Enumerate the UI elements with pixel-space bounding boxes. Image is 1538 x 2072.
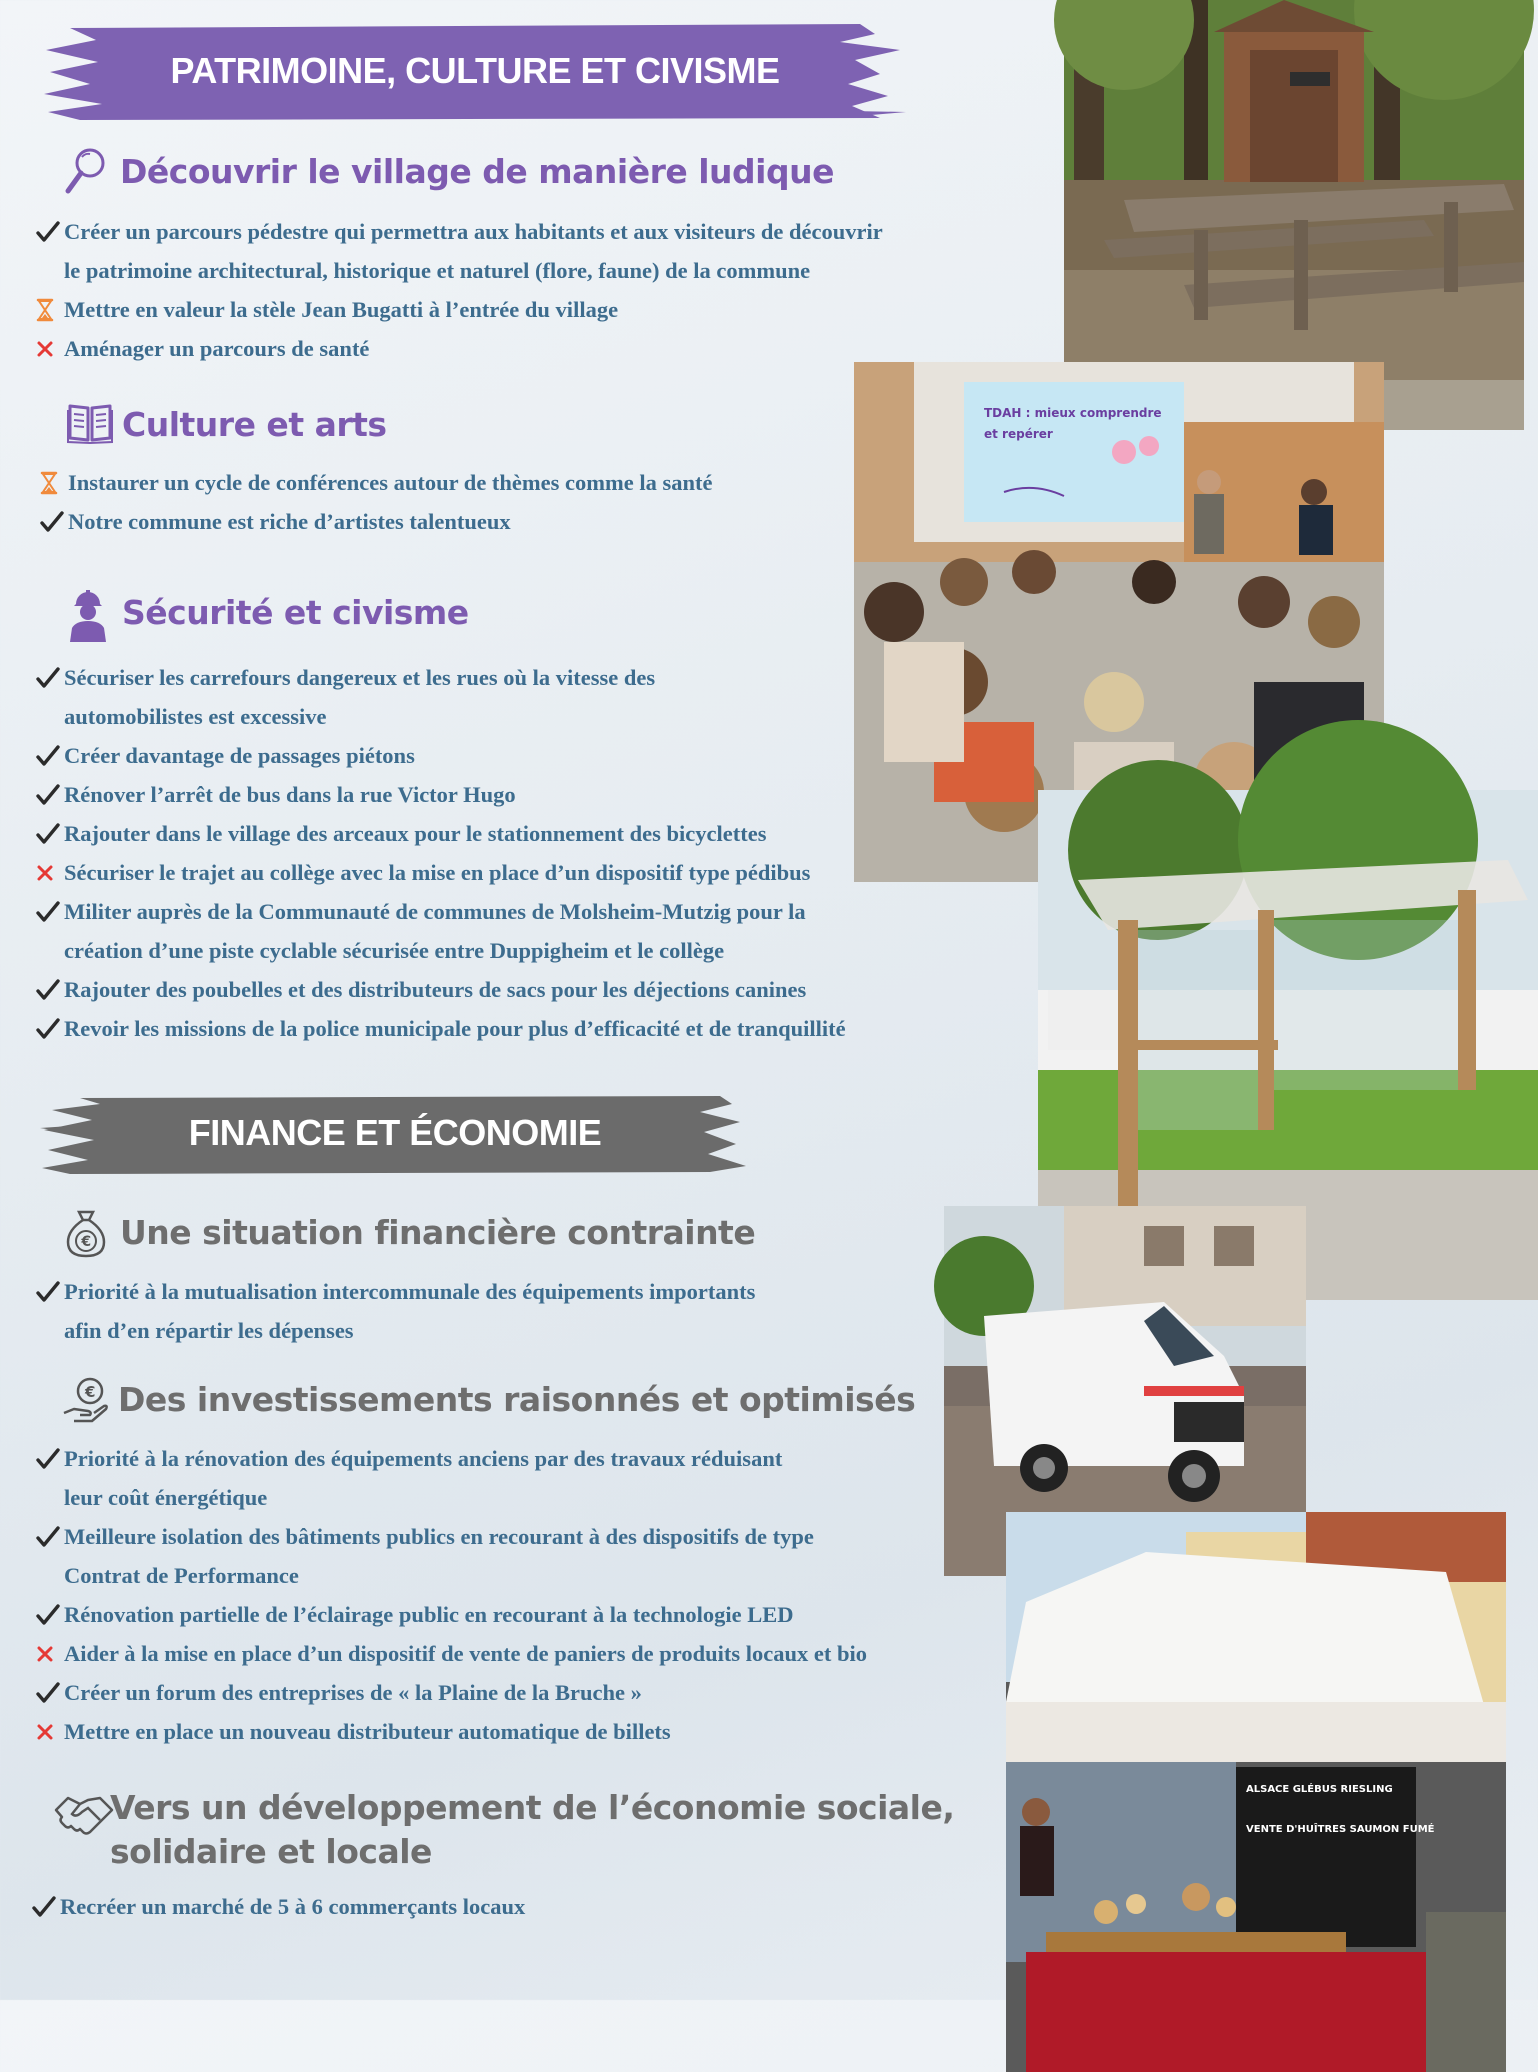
list-item xyxy=(36,1517,1076,1595)
list-item-text xyxy=(64,1634,1076,1673)
cross-icon xyxy=(36,329,64,368)
subheading-discover xyxy=(64,147,834,195)
list-item-line: Créer un forum des entreprises de « la Plaine de la Bruche » xyxy=(64,1680,642,1705)
cross-icon xyxy=(36,1634,64,1673)
list-item-text xyxy=(60,1887,932,1926)
list-item xyxy=(36,1009,1076,1048)
check-icon xyxy=(36,1525,60,1549)
list-item-text xyxy=(64,1009,1076,1048)
hourglass-icon xyxy=(36,290,64,329)
subheading-social-economy-line1: Vers un développement de l’économie sociale, xyxy=(110,1788,955,1827)
list-item-line: automobilistes est excessive xyxy=(64,704,327,729)
subheading-culture xyxy=(66,400,387,448)
list-item-line: Rénovation partielle de l’éclairage public en recourant à la technologie LED xyxy=(64,1602,794,1627)
list-item-line: Mettre en valeur la stèle Jean Bugatti à l’entrée du village xyxy=(64,297,619,322)
check-icon xyxy=(36,783,60,807)
list-item-text xyxy=(64,970,1076,1009)
list-item-line: Rajouter des poubelles et des distributeurs de sacs pour les déjections canines xyxy=(64,977,807,1002)
worker-icon xyxy=(66,588,110,636)
subheading-security xyxy=(66,588,469,636)
subheading-investments-text: Des investissements raisonnés et optimisés xyxy=(118,1379,916,1419)
list-item-line: Créer davantage de passages piétons xyxy=(64,743,415,768)
subheading-security-text: Sécurité et civisme xyxy=(122,592,469,632)
list-item xyxy=(36,1272,1036,1350)
subheading-discover-text: Découvrir le village de manière ludique xyxy=(120,151,834,191)
hourglass-icon xyxy=(36,298,54,322)
list-item-line: afin d’en répartir les dépenses xyxy=(64,1318,354,1343)
list-culture xyxy=(40,463,940,541)
check-icon xyxy=(36,970,64,1009)
list-item xyxy=(40,502,940,541)
list-item xyxy=(36,1439,1076,1517)
list-item-line: Instaurer un cycle de conférences autour de thèmes comme la santé xyxy=(68,470,713,495)
check-icon xyxy=(40,502,68,541)
list-item-line: Mettre en place un nouveau distributeur automatique de billets xyxy=(64,1719,671,1744)
list-item-text xyxy=(64,290,1076,329)
list-item xyxy=(36,970,1076,1009)
check-icon xyxy=(36,814,64,853)
check-icon xyxy=(36,220,60,244)
section1-title: PATRIMOINE, CULTURE ET CIVISME xyxy=(170,50,780,91)
list-item xyxy=(36,1673,1076,1712)
book-icon xyxy=(66,400,110,448)
check-icon xyxy=(36,978,60,1002)
check-icon xyxy=(32,1895,56,1919)
section2-banner xyxy=(40,1092,750,1178)
cross-icon xyxy=(36,1645,54,1663)
cross-icon xyxy=(36,340,54,358)
list-item-text xyxy=(64,1439,1076,1517)
svg-text:€: € xyxy=(81,1234,91,1250)
check-icon xyxy=(36,1517,64,1556)
list-finance xyxy=(36,1272,1036,1350)
list-item-line: Sécuriser le trajet au collège avec la mise en place d’un dispositif type pédibus xyxy=(64,860,811,885)
list-item-line: Rénover l’arrêt de bus dans la rue Victor Hugo xyxy=(64,782,516,807)
list-item-line: Priorité à la rénovation des équipements anciens par des travaux réduisant xyxy=(64,1446,783,1471)
handshake-icon xyxy=(54,1788,98,1836)
subheading-social-economy-text xyxy=(110,1786,954,1874)
list-item xyxy=(36,1712,1076,1751)
stall-sign-2: VENTE D'HUÎTRES SAUMON FUMÉ xyxy=(1246,1824,1435,1835)
euro-hand-icon xyxy=(62,1375,106,1423)
cross-icon xyxy=(36,853,64,892)
check-icon xyxy=(36,822,60,846)
check-icon xyxy=(36,666,60,690)
list-item xyxy=(36,892,1076,970)
list-item-text xyxy=(68,502,940,541)
stall-sign-1: ALSACE GLÉBUS RIESLING xyxy=(1246,1784,1393,1795)
list-item-line: Aider à la mise en place d’un dispositif de vente de paniers de produits locaux et bio xyxy=(64,1641,867,1666)
check-icon xyxy=(36,212,64,251)
list-item-text xyxy=(64,1595,1076,1634)
check-icon xyxy=(36,1272,64,1311)
subheading-social-economy xyxy=(54,1786,954,1874)
check-icon xyxy=(36,658,64,697)
list-item-text xyxy=(64,892,1076,970)
list-item-line: Notre commune est riche d’artistes talentueux xyxy=(68,509,511,534)
list-item-line: Contrat de Performance xyxy=(64,1563,299,1588)
list-item xyxy=(36,212,1076,290)
list-item-text xyxy=(64,212,1076,290)
list-item-line: Rajouter dans le village des arceaux pour le stationnement des bicyclettes xyxy=(64,821,767,846)
list-item xyxy=(40,463,940,502)
subheading-culture-text: Culture et arts xyxy=(122,404,387,444)
list-item-text xyxy=(64,1712,1076,1751)
magnifier-icon xyxy=(64,147,108,195)
check-icon xyxy=(36,1009,64,1048)
subheading-social-economy-line2: solidaire et locale xyxy=(110,1832,432,1871)
list-investments xyxy=(36,1439,1076,1751)
cross-icon xyxy=(36,1723,54,1741)
check-icon xyxy=(36,1595,64,1634)
check-icon xyxy=(36,892,64,931)
section1-banner xyxy=(40,20,910,124)
list-item-text xyxy=(64,1272,1036,1350)
list-item-line: Revoir les missions de la police municipale pour plus d’efficacité et de tranquillité xyxy=(64,1016,846,1041)
money-bag-icon xyxy=(64,1208,108,1256)
screen-subtitle: et repérer xyxy=(984,427,1053,441)
check-icon xyxy=(32,1887,60,1926)
subheading-investments xyxy=(62,1375,915,1423)
list-item xyxy=(36,1595,1076,1634)
list-social-economy xyxy=(32,1887,932,1926)
list-item-text xyxy=(68,463,940,502)
subheading-finance xyxy=(64,1208,755,1256)
section2-title: FINANCE ET ÉCONOMIE xyxy=(188,1112,602,1153)
subheading-finance-text: Une situation financière contrainte xyxy=(120,1212,756,1252)
list-item-text xyxy=(64,1517,1076,1595)
screen-title: TDAH : mieux comprendre xyxy=(984,406,1162,420)
list-item-line: Aménager un parcours de santé xyxy=(64,336,370,361)
hourglass-icon xyxy=(40,463,68,502)
list-item-line: Militer auprès de la Communauté de communes de Molsheim-Mutzig pour la xyxy=(64,899,806,924)
svg-text:€: € xyxy=(85,1383,95,1401)
list-item-line: Sécuriser les carrefours dangereux et les rues où la vitesse des xyxy=(64,665,656,690)
list-item-line: Priorité à la mutualisation intercommunale des équipements importants xyxy=(64,1279,756,1304)
check-icon xyxy=(36,900,60,924)
check-icon xyxy=(36,1017,60,1041)
photo-market-stall xyxy=(1006,1512,1506,2072)
list-item-line: Meilleure isolation des bâtiments publics en recourant à des dispositifs de type xyxy=(64,1524,814,1549)
check-icon xyxy=(36,744,60,768)
check-icon xyxy=(36,1681,60,1705)
list-item xyxy=(36,1634,1076,1673)
list-item-line: création d’une piste cyclable sécurisée entre Duppigheim et le collège xyxy=(64,938,725,963)
hourglass-icon xyxy=(40,471,58,495)
cross-icon xyxy=(36,864,54,882)
check-icon xyxy=(40,510,64,534)
check-icon xyxy=(36,1603,60,1627)
list-item-line: leur coût énergétique xyxy=(64,1485,268,1510)
list-item xyxy=(32,1887,932,1926)
check-icon xyxy=(36,736,64,775)
list-item xyxy=(36,290,1076,329)
list-item-line: Créer un parcours pédestre qui permettra aux habitants et aux visiteurs de découvrir xyxy=(64,219,883,244)
list-item-line: Recréer un marché de 5 à 6 commerçants locaux xyxy=(60,1894,526,1919)
check-icon xyxy=(36,1673,64,1712)
list-discover xyxy=(36,212,1076,368)
list-item-text xyxy=(64,1673,1076,1712)
check-icon xyxy=(36,1439,64,1478)
check-icon xyxy=(36,775,64,814)
check-icon xyxy=(36,1447,60,1471)
check-icon xyxy=(36,1280,60,1304)
cross-icon xyxy=(36,1712,64,1751)
list-item-line: le patrimoine architectural, historique et naturel (flore, faune) de la commune xyxy=(64,258,811,283)
